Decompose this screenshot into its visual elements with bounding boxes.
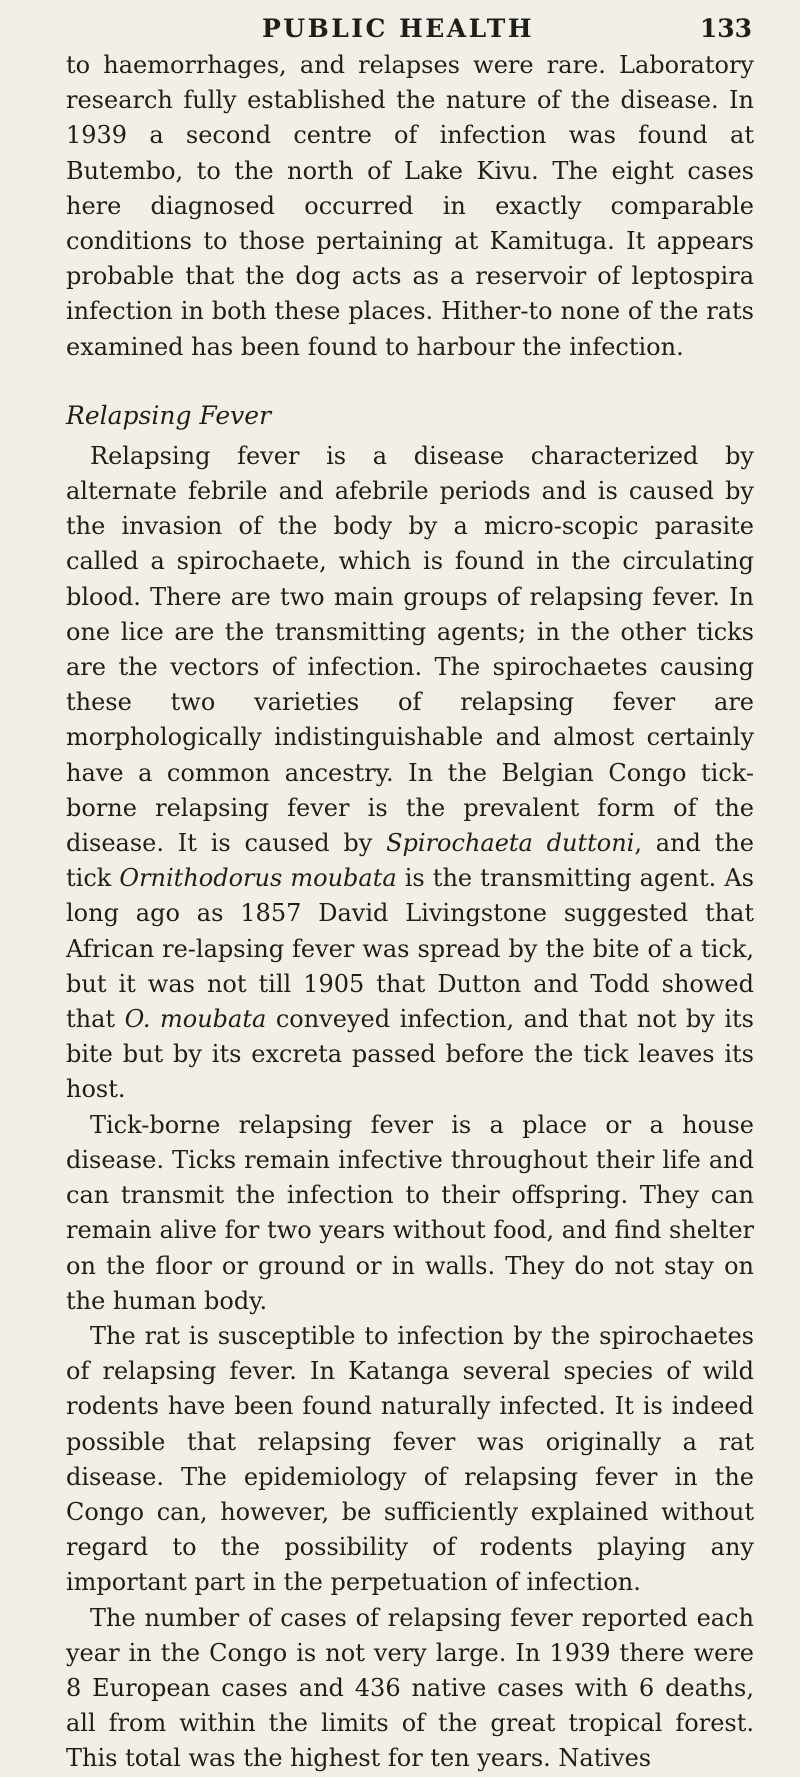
paragraph-tick-borne: Tick-borne relapsing fever is a place or a house disease. Ticks remain infective throughout their life and can transmit the infection to their offspring. They can remain alive for two years without food, and find shelter on the floor or ground or in walls. They do not stay on the human body.	[66, 1110, 754, 1315]
species-name-o-moubata: O. moubata	[124, 1005, 267, 1034]
paragraph-leptospirosis-continuation: to haemorrhages, and relapses were rare. Laboratory research fully established the nature of the disease. In 1939 a second centre of infection was found at Butembo, to the north of Lake Kivu. The eight cases here diagnosed occurred in exactly comparable conditions to those pertaining at Kamituga. It appears probable that the dog acts as a reservoir of leptospira infection in both these places. Hither-to none of the rats examined has been found to harbour the infection.	[66, 51, 754, 361]
paragraph-case-numbers: The number of cases of relapsing fever reported each year in the Congo is not very large. In 1939 there were 8 European cases and 436 native cases with 6 deaths, all from within the limits of the great tropical forest. This total was the highest for ten years. Natives	[66, 1603, 754, 1773]
text-run: conveyed infection, and that not by its bite but by its excreta passed before the tick leaves its host.	[66, 1005, 754, 1104]
page-number: 133	[699, 14, 752, 43]
text-run: is the transmitting agent. As long ago as 1857 David Livingstone suggested that African re-lapsing fever was spread by the bite of a tick, but it was not till 1905 that Dutton and Todd showed that	[66, 864, 755, 1034]
running-title: PUBLIC HEALTH	[262, 14, 534, 43]
species-name-spirochaeta: Spirochaeta duttoni	[386, 829, 635, 858]
text-run: Relapsing fever is a disease characterized by alternate febrile and afebrile periods and is caused by the invasion of the body by a micro-scopic parasite called a spirochaete, which is found in the circulating blood. There are two main groups of relapsing fever. In one lice are the transmitting agents; in the other ticks are the vectors of infection. The spirochaetes causing these two varieties of relapsing fever are morphologically indistinguishable and almost certainly have a common ancestry. In the Belgian Congo tick-borne relapsing fever is the prevalent form of the disease. It is caused by	[66, 441, 754, 858]
paragraph-relapsing-fever-intro	[66, 439, 754, 1108]
running-header	[0, 14, 800, 46]
section-heading: Relapsing Fever	[66, 400, 272, 430]
paragraph-rat-susceptibility: The rat is susceptible to infection by the spirochaetes of relapsing fever. In Katanga several species of wild rodents have been found naturally infected. It is indeed possible that relapsing fever was originally a rat disease. The epidemiology of relapsing fever in the Congo can, however, be sufficiently explained without regard to the possibility of rodents playing any important part in the perpetuation of infection.	[66, 1321, 754, 1597]
text-body	[66, 48, 754, 1777]
text-run: , and the tick	[66, 829, 754, 893]
species-name-ornithodorus: Ornithodorus moubata	[119, 864, 397, 893]
